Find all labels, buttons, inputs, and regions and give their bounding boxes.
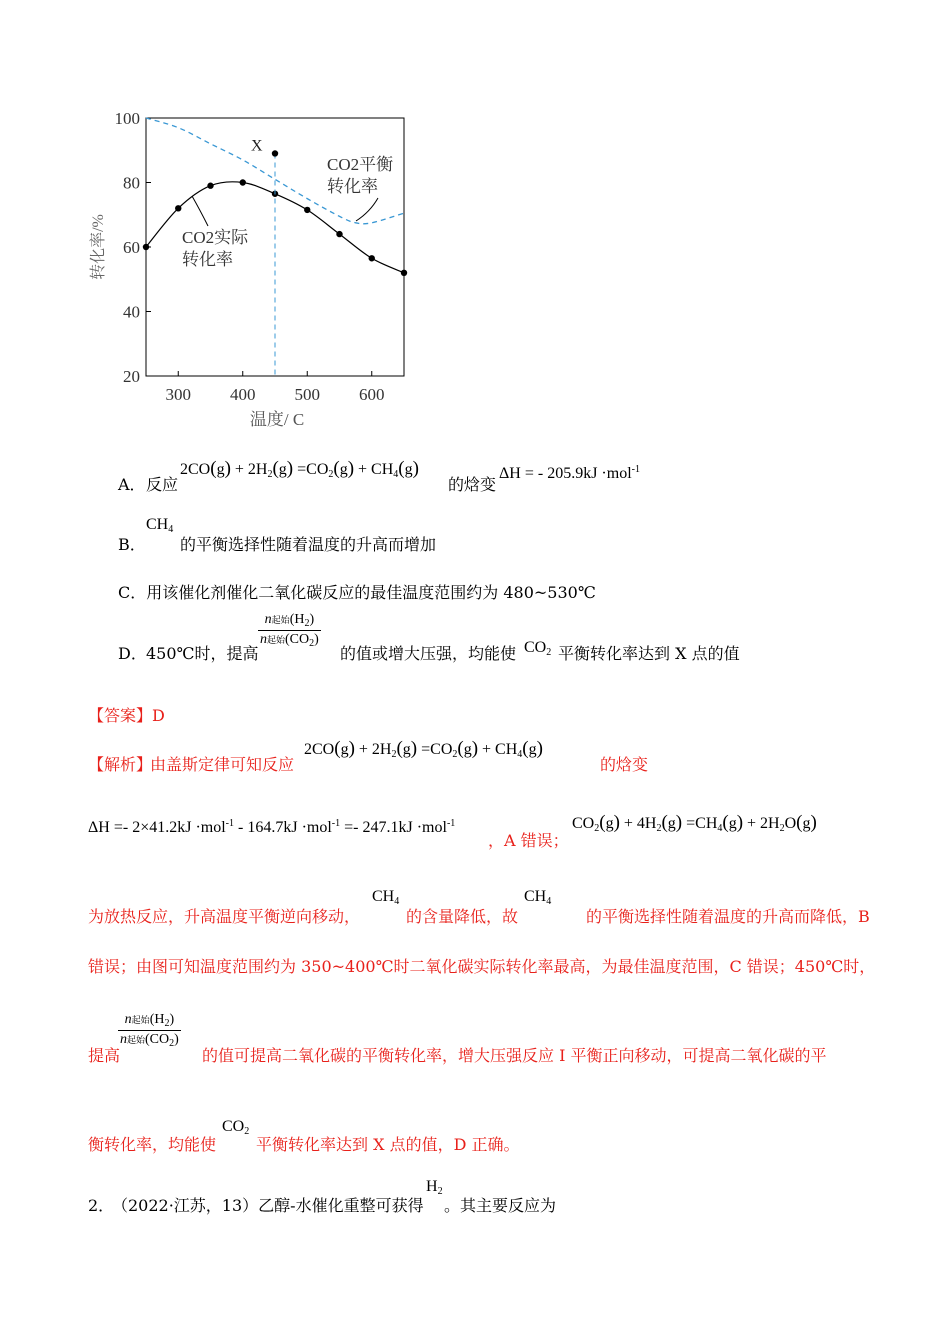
analysis-line1: [88, 736, 688, 776]
question-2-species: $H_2$: [426, 1178, 443, 1197]
analysis-line2: [88, 810, 868, 850]
answer-value: D: [152, 706, 165, 725]
y-tick-label-100: 100: [114, 109, 140, 128]
analysis-line2-calc: ΔH =- 2×41.2kJ ·mol$^{-1}$ - 164.7kJ ·mol$^{-1}$ =- 247.1kJ ·mol$^{-1}$: [88, 818, 456, 836]
option-d-letter: D．: [118, 644, 147, 663]
actual-point-550: [336, 231, 342, 237]
actual-annotation-line2: 转化率: [182, 250, 233, 269]
analysis-line5-pre: 提高: [88, 1046, 121, 1065]
analysis-line6-pre: 衡转化率，均能使: [88, 1135, 217, 1154]
point-x-label: X: [251, 137, 263, 155]
x-tick-label-400: 400: [230, 385, 256, 404]
option-d-pre: 450℃时，提高: [146, 644, 259, 663]
y-tick-label-20: 20: [123, 367, 140, 386]
y-tick-label-60: 60: [123, 238, 140, 257]
actual-point-400: [240, 179, 246, 185]
option-b-letter: B．: [118, 535, 146, 554]
answer-line: [88, 703, 165, 726]
question-2-post: 。其主要反应为: [444, 1196, 557, 1215]
option-c: [118, 580, 596, 603]
analysis-line3-a: 为放热反应，升高温度平衡逆向移动，: [88, 907, 361, 926]
analysis-line3-b: 的含量降低，故: [406, 907, 519, 926]
analysis-line2-equation: $CO_2(g) + 4H_2(g) =CH_4(g) + 2H_2O(g)$: [572, 812, 817, 834]
x-tick-label-500: 500: [294, 385, 320, 404]
actual-point-650: [401, 270, 407, 276]
option-b-species: $CH_4$: [146, 516, 174, 535]
y-axis-label: 转化率/%: [90, 214, 107, 280]
y-tick-label-80: 80: [123, 173, 140, 193]
option-a-enthalpy: [499, 464, 640, 483]
analysis-line2-mid: ，A 错误；: [488, 831, 569, 850]
option-d-fraction: n起始$(H_2)$ n起始$(CO_2)$: [260, 612, 319, 649]
analysis-line3: [88, 886, 868, 926]
analysis-line6-species: $CO_2$: [222, 1118, 250, 1137]
analysis-line1-pre: 由盖斯定律可知反应: [150, 755, 295, 774]
analysis-line5-fraction: n起始$(H_2)$ n起始$(CO_2)$: [120, 1012, 179, 1049]
question-2: [88, 1176, 688, 1216]
question-2-number: 2．: [88, 1196, 115, 1215]
option-c-text: 用该催化剂催化二氧化碳反应的最佳温度范围约为 480~530℃: [146, 583, 596, 602]
option-a-post: 的焓变: [448, 475, 497, 494]
actual-point-300: [175, 205, 181, 211]
analysis-line3-c: 的平衡选择性随着温度的升高而降低，B: [586, 907, 870, 926]
option-d-tail: 平衡转化率达到 X 点的值: [558, 644, 740, 663]
conversion-rate-chart: [0, 0, 950, 440]
analysis-line3-species1: $CH_4$: [372, 888, 400, 907]
option-b-text: 的平衡选择性随着温度的升高而增加: [180, 535, 437, 554]
option-d: [118, 610, 818, 666]
option-d-post: 的值或增大压强，均能使: [340, 644, 517, 663]
analysis-label: 【解析】: [88, 755, 153, 774]
option-a-dh-sup: -1: [631, 464, 640, 475]
actual-point-250: [143, 244, 149, 250]
actual-point-600: [369, 255, 375, 261]
analysis-line1-equation: $2CO(g) + 2H_2(g) =CO_2(g) + CH_4(g)$: [304, 738, 543, 760]
equilibrium-annotation-leader: [356, 198, 378, 221]
option-d-species: $CO_2$: [524, 639, 552, 658]
x-axis-label: 温度/ C: [249, 410, 305, 429]
option-c-letter: C．: [118, 583, 147, 602]
answer-label: 【答案】: [88, 706, 153, 725]
actual-annotation-line1: CO2实际: [182, 228, 249, 247]
equilibrium-annotation-line2: 转化率: [327, 177, 378, 196]
analysis-line4: [88, 954, 875, 977]
analysis-line1-post: 的焓变: [600, 755, 649, 774]
analysis-line4-text: 错误；由图可知温度范围约为 350~400℃时二氧化碳实际转化率最高，为最佳温度范围，C 错误；450℃时，: [88, 957, 876, 976]
option-a-equation: $2CO(g) + 2H_2(g) =CO_2(g) + CH_4(g)$: [180, 458, 419, 480]
option-a-dh: ΔH = - 205.9kJ ·mol: [499, 465, 632, 482]
actual-point-500: [304, 207, 310, 213]
analysis-line5: [88, 1010, 868, 1066]
point-x-marker: [272, 150, 278, 156]
y-tick-label-40: 40: [123, 302, 140, 322]
option-a-letter: A．: [118, 475, 146, 494]
equilibrium-annotation-line1: CO2平衡: [327, 155, 394, 174]
x-tick-label-300: 300: [165, 385, 191, 404]
analysis-line5-post: 的值可提高二氧化碳的平衡转化率，增大压强反应 I 平衡正向移动，可提高二氧化碳的平: [202, 1046, 827, 1065]
question-2-source: （2022·江苏，13）乙醇-水催化重整可获得: [112, 1196, 424, 1215]
actual-point-350: [207, 183, 213, 189]
analysis-line3-species2: $CH_4$: [524, 888, 552, 907]
analysis-line6-post: 平衡转化率达到 X 点的值，D 正确。: [256, 1135, 520, 1154]
actual-annotation-leader: [192, 196, 208, 226]
x-tick-label-600: 600: [359, 385, 385, 404]
option-a-pre: 反应: [146, 475, 179, 494]
analysis-line6: [88, 1116, 688, 1156]
